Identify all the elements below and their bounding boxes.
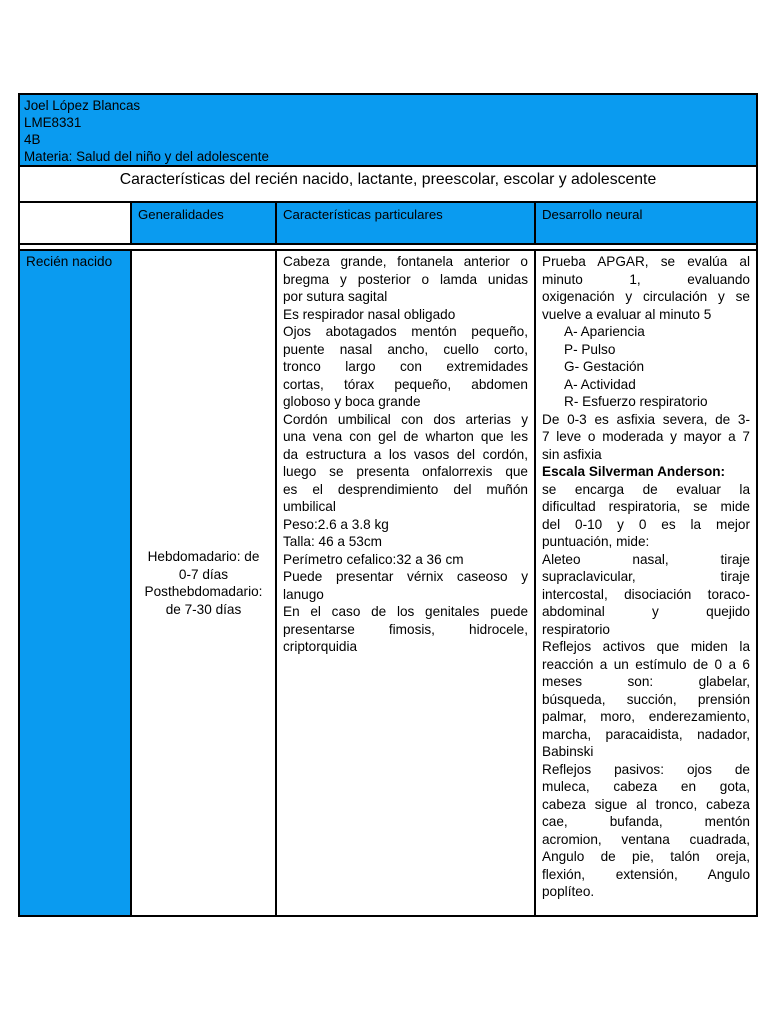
apgar-item: R- Esfuerzo respiratorio: [564, 394, 708, 409]
apgar-intro-line: minuto 1, evaluando: [542, 271, 750, 287]
caracteristicas-line: globoso y boca grande: [283, 394, 421, 409]
caracteristicas-line: Cabeza grande, fontanela anterior o: [283, 254, 528, 269]
caracteristicas-line: criptorquidia: [283, 639, 358, 654]
reflejos-line: cabeza sigue al tronco, cabeza: [542, 796, 750, 812]
reflejos-line: palmar, moro, enderezamiento,: [542, 709, 750, 724]
caracteristicas-line: presentarse fimosis, hidrocele,: [283, 621, 528, 637]
caracteristicas-line: Peso:2.6 a 3.8 kg: [283, 516, 389, 532]
silverman-line: respiratorio: [542, 621, 610, 637]
document-title: Características del recién nacido, lactante, preescolar, escolar y adolescente: [20, 167, 756, 203]
reflejos-line: cae, bufanda, mentón: [542, 814, 750, 829]
caracteristicas-line: Es respirador nasal obligado: [283, 306, 456, 322]
table-row: [20, 249, 756, 915]
caracteristicas-line: lanugo: [283, 586, 324, 602]
reflejos-line: flexión, extensión, Angulo: [542, 866, 750, 882]
column-header-desarrollo: Desarrollo neural: [536, 203, 756, 245]
caracteristicas-line: Perímetro cefalico:32 a 36 cm: [283, 551, 464, 567]
caracteristicas-line: Puede presentar vérnix caseoso y: [283, 569, 528, 584]
reflejos-line: Reflejos activos que miden la: [542, 639, 750, 654]
silverman-line: del 0-10 y 0 es la mejor: [542, 516, 750, 532]
subject: Materia: Salud del niño y del adolescente: [24, 149, 269, 164]
column-header-row: [20, 203, 756, 245]
caracteristicas-line: En el caso de los genitales puede: [283, 604, 528, 619]
document-table: [18, 93, 758, 917]
student-id: LME8331: [24, 115, 82, 130]
caracteristicas-line: umbilical: [283, 499, 336, 514]
row-label: Recién nacido: [20, 251, 132, 915]
apgar-item: P- Pulso: [564, 341, 616, 357]
apgar-intro-line: oxigenación y circulación y se: [542, 289, 750, 304]
caracteristicas-line: da estructura a los vasos del cordón,: [283, 446, 528, 462]
apgar-item: G- Gestación: [564, 359, 645, 374]
student-name: Joel López Blancas: [24, 98, 141, 113]
generalidades-line: Hebdomadario: de: [147, 549, 260, 564]
reflejos-line: meses son: glabelar,: [542, 674, 750, 689]
reflejos-line: muleca, cabeza en gota,: [542, 779, 750, 794]
reflejos-line: Reflejos pasivos: ojos de: [542, 761, 750, 777]
caracteristicas-line: Talla: 46 a 53cm: [283, 534, 382, 549]
generalidades-cell: [132, 251, 277, 915]
column-header-generalidades: Generalidades: [132, 203, 277, 245]
silverman-line: Aleteo nasal, tiraje: [542, 551, 750, 567]
reflejos-line: marcha, paracaidista, nadador,: [542, 726, 750, 742]
desarrollo-cell: [536, 251, 756, 915]
apgar-score-line: 7 leve o moderada y mayor a 7: [542, 429, 750, 444]
reflejos-line: Babinski: [542, 744, 594, 759]
silverman-line: se encarga de evaluar la: [542, 481, 750, 497]
caracteristicas-line: cortas, tórax pequeño, abdomen: [283, 376, 528, 392]
caracteristicas-cell: [277, 251, 536, 915]
silverman-line: puntuación, mide:: [542, 534, 650, 549]
reflejos-line: búsqueda, succión, prensión: [542, 691, 750, 707]
caracteristicas-line: es el desprendimiento del muñón: [283, 481, 528, 497]
apgar-item: A- Actividad: [564, 376, 636, 392]
reflejos-line: acromion, ventana cuadrada,: [542, 831, 750, 847]
silverman-line: dificultad respiratoria, se mide: [542, 499, 750, 514]
caracteristicas-line: por sutura sagital: [283, 289, 388, 304]
apgar-item: A- Apariencia: [564, 324, 645, 339]
reflejos-line: poplíteo.: [542, 884, 595, 899]
silverman-line: intercostal, disociación toraco-: [542, 586, 750, 602]
caracteristicas-line: puente nasal ancho, cuello corto,: [283, 341, 528, 357]
student-group: 4B: [24, 132, 41, 147]
silverman-line: abdominal y quejido: [542, 604, 750, 619]
apgar-intro-line: vuelve a evaluar al minuto 5: [542, 306, 712, 322]
caracteristicas-line: tronco largo con extremidades: [283, 359, 528, 374]
silverman-title: Escala Silverman Anderson:: [542, 464, 726, 479]
student-header: [20, 95, 756, 167]
apgar-intro-line: Prueba APGAR, se evalúa al: [542, 254, 750, 269]
apgar-score-line: De 0-3 es asfixia severa, de 3-: [542, 411, 750, 427]
apgar-score-line: sin asfixia: [542, 446, 602, 462]
caracteristicas-line: bregma y posterior o lamda unidas: [283, 271, 528, 287]
generalidades-line: de 7-30 días: [165, 601, 242, 617]
generalidades-line: 0-7 días: [178, 566, 229, 582]
generalidades-line: Posthebdomadario:: [144, 584, 263, 599]
caracteristicas-line: una vena con gel de wharton que les: [283, 429, 528, 444]
reflejos-line: Angulo de pie, talón oreja,: [542, 849, 750, 864]
caracteristicas-line: luego se presenta onfalorrexis que: [283, 464, 528, 479]
caracteristicas-line: Ojos abotagados mentón pequeño,: [283, 324, 528, 339]
empty-corner-cell: [20, 203, 132, 245]
caracteristicas-line: Cordón umbilical con dos arterias y: [283, 411, 528, 427]
reflejos-line: reacción a un estímulo de 0 a 6: [542, 656, 750, 672]
silverman-line: supraclavicular, tiraje: [542, 569, 750, 584]
column-header-caracteristicas: Características particulares: [277, 203, 536, 245]
